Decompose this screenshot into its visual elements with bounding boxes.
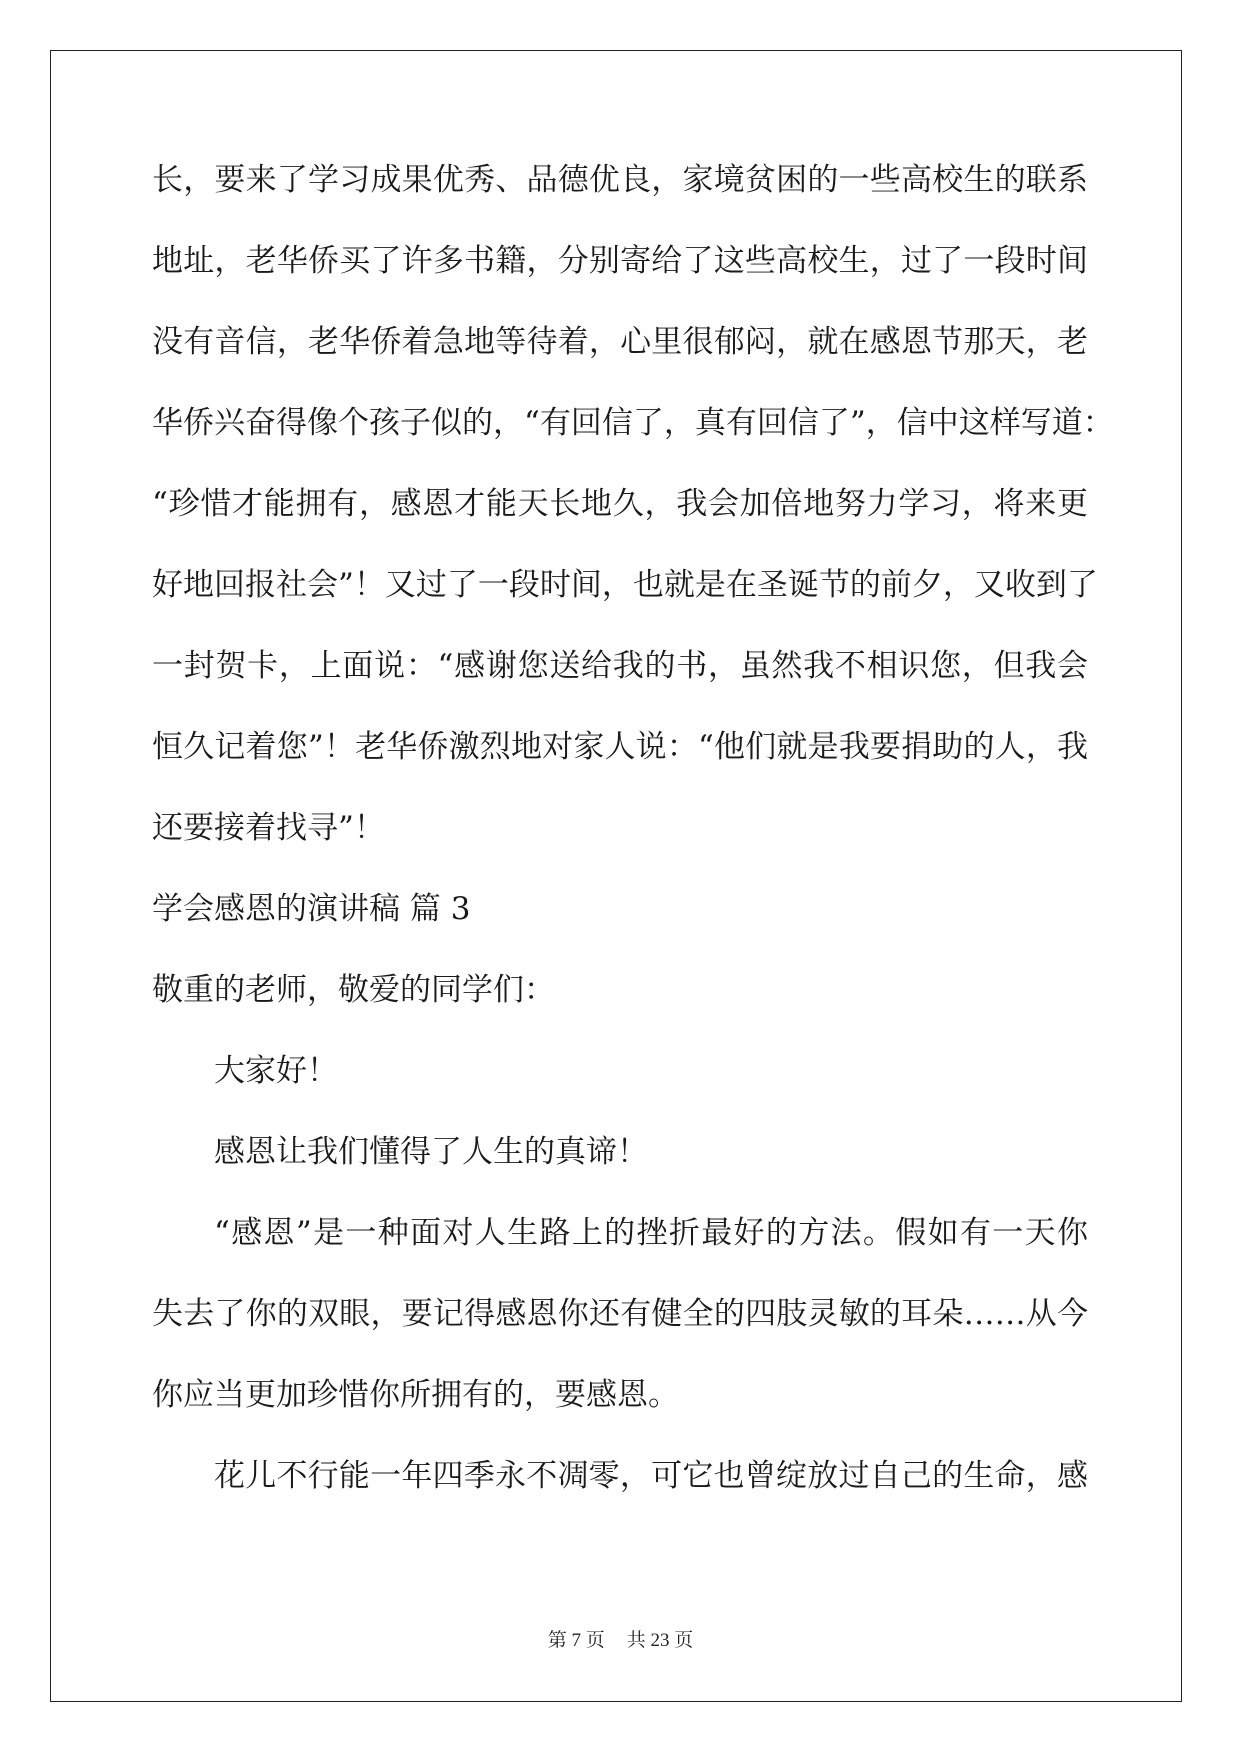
paragraph-line: 失去了你的双眼，要记得感恩你还有健全的四肢灵敏的耳朵……从今 [152, 1296, 1088, 1332]
paragraph-line: 你应当更加珍惜你所拥有的，要感恩。 [152, 1377, 679, 1413]
page-footer [0, 1625, 1241, 1652]
page-number: 第 7 页 [547, 1630, 605, 1651]
paragraph-line: 还要接着找寻”！ [152, 810, 385, 846]
document-body [152, 140, 1114, 1517]
paragraph-line: 感恩让我们懂得了人生的真谛！ [214, 1134, 648, 1170]
paragraph-line: 好地回报社会”！又过了一段时间，也就是在圣诞节的前夕，又收到了 [152, 567, 1098, 603]
paragraph-line: 一封贺卡，上面说：“感谢您送给我的书，虽然我不相识您，但我会 [152, 648, 1088, 684]
paragraph-line: 长，要来了学习成果优秀、品德优良，家境贫困的一些高校生的联系 [152, 162, 1088, 198]
paragraph-line: 地址，老华侨买了许多书籍，分别寄给了这些高校生，过了一段时间 [152, 243, 1088, 279]
paragraph-line: 花儿不行能一年四季永不凋零，可它也曾绽放过自己的生命，感 [214, 1458, 1088, 1494]
page-total: 共 23 页 [626, 1630, 694, 1651]
paragraph-line: 华侨兴奋得像个孩子似的，“有回信了，真有回信了”，信中这样写道： [152, 405, 1114, 441]
greeting: 大家好！ [214, 1053, 338, 1089]
paragraph-line: 恒久记着您”！老华侨激烈地对家人说：“他们就是我要捐助的人，我 [152, 729, 1088, 765]
paragraph-line: 没有音信，老华侨着急地等待着，心里很郁闷，就在感恩节那天，老 [152, 324, 1088, 360]
paragraph-line: “珍惜才能拥有，感恩才能天长地久，我会加倍地努力学习，将来更 [152, 486, 1088, 522]
section-heading: 学会感恩的演讲稿 篇 3 [152, 891, 471, 927]
salutation: 敬重的老师，敬爱的同学们： [152, 972, 555, 1008]
paragraph-line: “感恩”是一种面对人生路上的挫折最好的方法。假如有一天你 [214, 1215, 1088, 1251]
